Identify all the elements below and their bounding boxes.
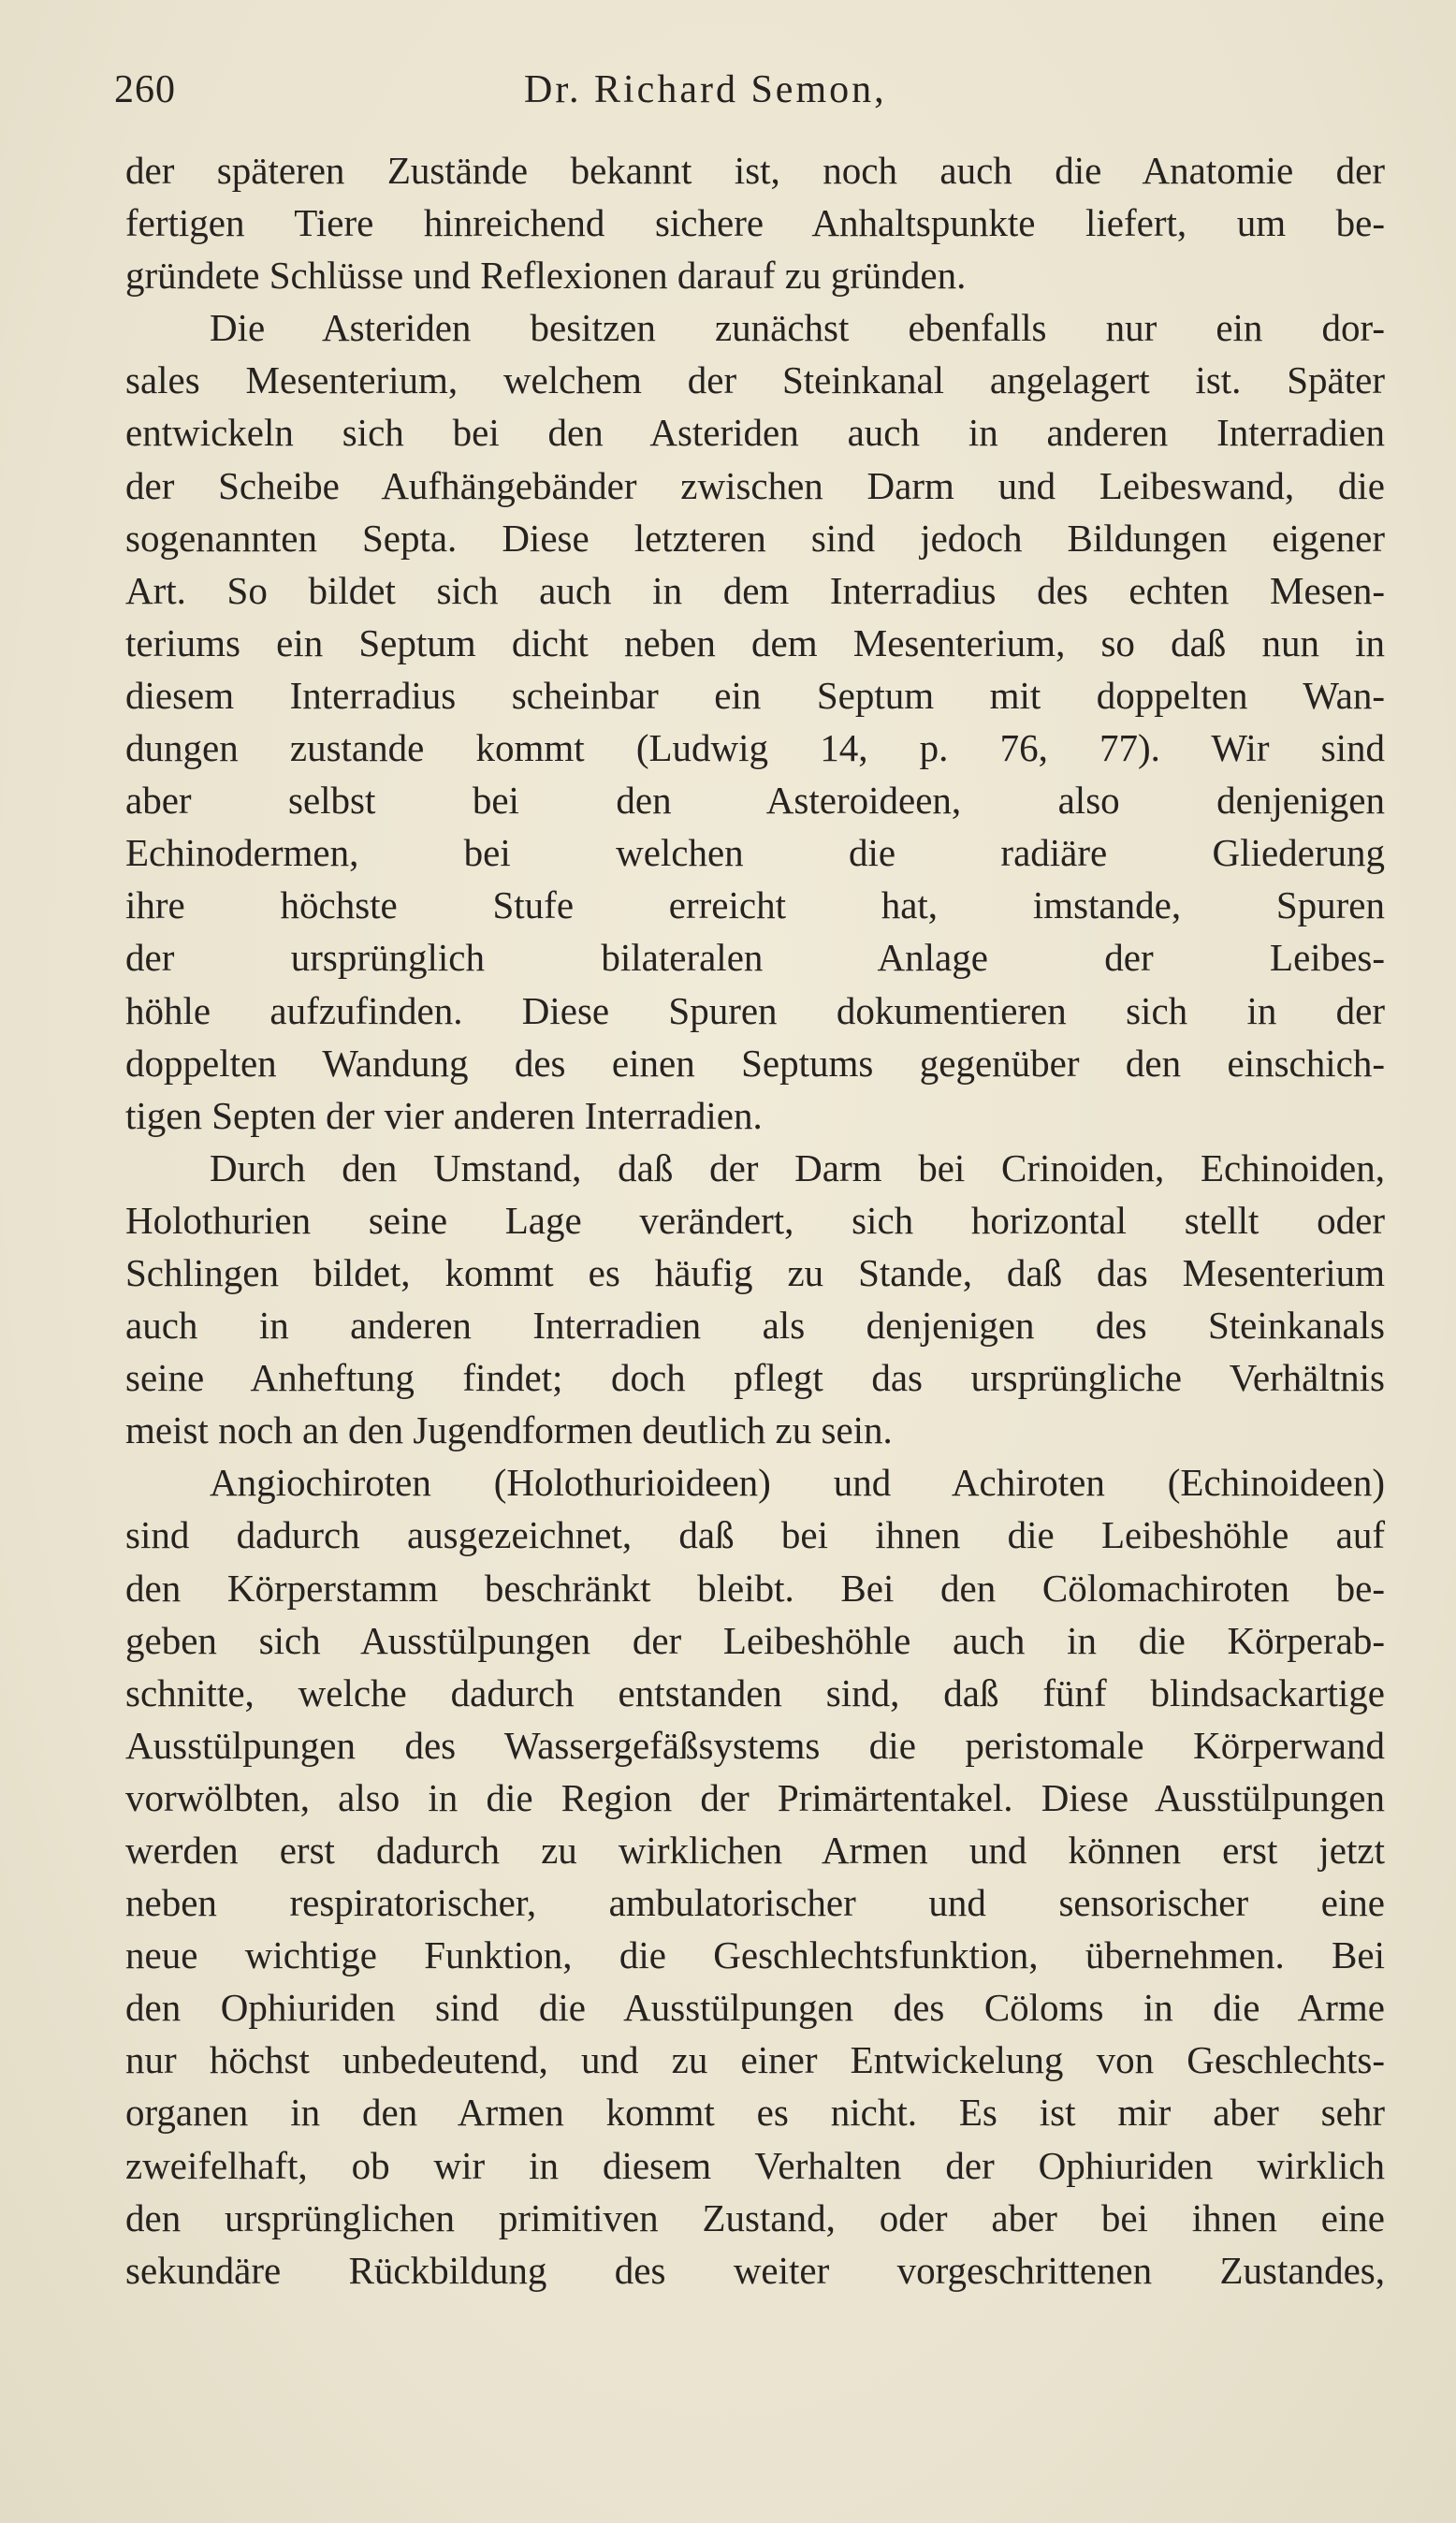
text-line: Ausstülpungen des Wassergefäßsystems die peristomale Körperwand — [125, 1723, 1385, 1767]
text-line: meist noch an den Jugendformen deutlich zu sein. — [125, 1408, 893, 1452]
text-line: geben sich Ausstülpungen der Leibeshöhle auch in die Körperab- — [125, 1618, 1385, 1662]
text-line: tigen Septen der vier anderen Interradien. — [125, 1093, 763, 1137]
text-line: werden erst dadurch zu wirklichen Armen und können erst jetzt — [125, 1829, 1385, 1872]
text-line: sogenannten Septa. Diese letzteren sind jedoch Bildungen eigener — [125, 516, 1385, 560]
text-line: zweifelhaft, ob wir in diesem Verhalten der Ophiuriden wirklich — [125, 2143, 1385, 2187]
text-line: fertigen Tiere hinreichend sichere Anhaltspunkte liefert, um be- — [125, 201, 1385, 245]
text-line: organen in den Armen kommt es nicht. Es ist mir aber sehr — [125, 2091, 1385, 2135]
text-line: der Scheibe Aufhängebänder zwischen Darm und Leibeswand, die — [125, 463, 1385, 507]
text-line: der späteren Zustände bekannt ist, noch auch die Anatomie der — [125, 149, 1385, 192]
text-line: seine Anheftung findet; doch pflegt das ursprüngliche Verhältnis — [125, 1356, 1385, 1400]
text-line: Die Asteriden besitzen zunächst ebenfalls nur ein dor- — [210, 306, 1385, 350]
text-line: gründete Schlüsse und Reflexionen darauf zu gründen. — [125, 254, 967, 298]
text-line: entwickeln sich bei den Asteriden auch in anderen Interradien — [125, 411, 1385, 455]
text-line: schnitte, welche dadurch entstanden sind, daß fünf blindsackartige — [125, 1670, 1385, 1714]
text-line: Art. So bildet sich auch in dem Interradius des echten Mesen- — [125, 568, 1385, 612]
text-line: Durch den Umstand, daß der Darm bei Crinoiden, Echinoiden, — [210, 1145, 1385, 1189]
text-line: doppelten Wandung des einen Septums gegenüber den einschich- — [125, 1041, 1385, 1085]
text-line: ihre höchste Stufe erreicht hat, imstande, Spuren — [125, 883, 1385, 927]
text-line: den Körperstamm beschränkt bleibt. Bei den Cölomachiroten be- — [125, 1566, 1385, 1610]
text-line: sind dadurch ausgezeichnet, daß bei ihnen die Leibeshöhle auf — [125, 1513, 1385, 1557]
text-line: neue wichtige Funktion, die Geschlechtsfunktion, übernehmen. Bei — [125, 1933, 1385, 1977]
text-line: auch in anderen Interradien als denjenigen des Steinkanals — [125, 1304, 1385, 1348]
text-line: Schlingen bildet, kommt es häufig zu Stande, daß das Mesenterium — [125, 1250, 1385, 1294]
text-line: den Ophiuriden sind die Ausstülpungen des Cöloms in die Arme — [125, 1986, 1385, 2030]
text-line: dungen zustande kommt (Ludwig 14, p. 76, 77). Wir sind — [125, 726, 1385, 770]
text-line: der ursprünglich bilateralen Anlage der Leibes- — [125, 936, 1385, 980]
text-line: Angiochiroten (Holothurioideen) und Achiroten (Echinoideen) — [210, 1461, 1385, 1505]
text-line: diesem Interradius scheinbar ein Septum mit doppelten Wan- — [125, 673, 1385, 717]
text-line: aber selbst bei den Asteroideen, also denjenigen — [125, 779, 1385, 823]
text-line: Echinodermen, bei welchen die radiäre Gliederung — [125, 831, 1385, 875]
text-line: sales Mesenterium, welchem der Steinkanal angelagert ist. Später — [125, 358, 1385, 402]
body-text — [125, 144, 1385, 2297]
text-line: vorwölbten, also in die Region der Primärtentakel. Diese Ausstülpungen — [125, 1775, 1385, 1819]
running-head: Dr. Richard Semon, — [524, 68, 887, 111]
text-line: sekundäre Rückbildung des weiter vorgeschrittenen Zustandes, — [125, 2248, 1385, 2292]
text-line: teriums ein Septum dicht neben dem Mesenterium, so daß nun in — [125, 620, 1385, 664]
text-line: Holothurien seine Lage verändert, sich horizontal stellt oder — [125, 1198, 1385, 1242]
text-line: den ursprünglichen primitiven Zustand, oder aber bei ihnen eine — [125, 2195, 1385, 2239]
text-line: neben respiratorischer, ambulatorischer und sensorischer eine — [125, 1881, 1385, 1925]
text-line: nur höchst unbedeutend, und zu einer Entwickelung von Geschlechts- — [125, 2038, 1385, 2082]
page-number: 260 — [114, 68, 176, 111]
text-line: höhle aufzufinden. Diese Spuren dokumentieren sich in der — [125, 988, 1385, 1032]
